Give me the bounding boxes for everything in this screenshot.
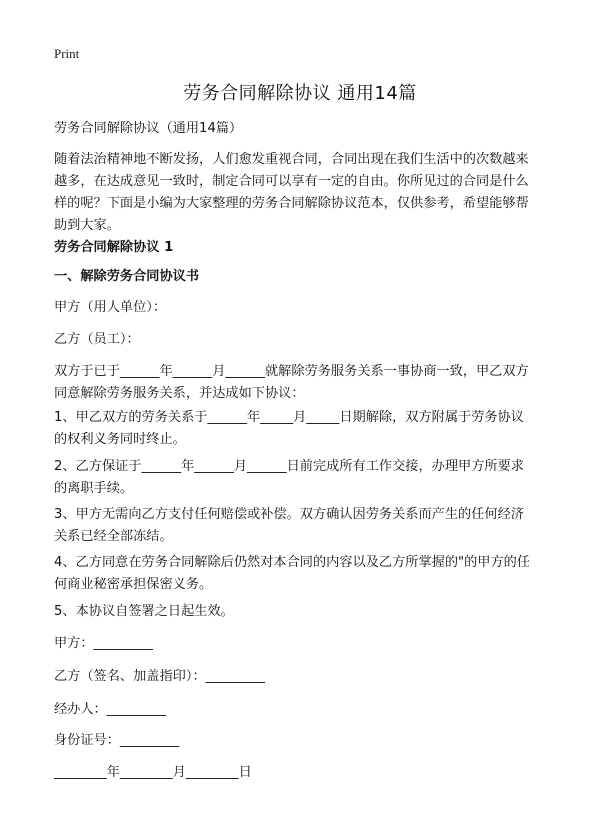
party-b-label: 乙方（员工）： <box>54 332 140 347</box>
date-line: ________年________月________日 <box>54 765 252 780</box>
intro-line-4: 助到大家。 <box>54 218 120 233</box>
clause-5: 5、本协议自签署之日起生效。 <box>54 604 234 619</box>
clause-3-line-2: 关系已经全部冻结。 <box>54 529 173 544</box>
print-label: Print <box>54 46 80 61</box>
clause-1-line-2: 的权利义务同时终止。 <box>54 432 186 447</box>
clause-4-line-1: 4、乙方同意在劳务合同解除后仍然对本合同的内容以及乙方所掌握的"的甲方的任 <box>54 555 531 570</box>
document-subtitle: 劳务合同解除协议（通用14篇） <box>54 121 243 136</box>
clause-2-line-1: 2、乙方保证于______年______月______日前完成所有工作交接，办理甲方所要求 <box>54 459 524 474</box>
clause-1-line-1: 1、甲乙双方的劳务关系于______年_____月_____日期解除，双方附属于劳务协议 <box>54 410 524 425</box>
clause-3-line-1: 3、甲方无需向乙方支付任何赔偿或补偿。双方确认因劳务关系而产生的任何经济 <box>54 507 524 522</box>
intro-line-3: 样的呢？下面是小编为大家整理的劳务合同解除协议范本，仅供参考，希望能够帮 <box>54 196 529 211</box>
clause-2-line-2: 的离职手续。 <box>54 481 134 496</box>
agreement-intro-line-1: 双方于已于______年______月______就解除劳务服务关系一事协商一致，甲乙双方 <box>54 364 529 379</box>
intro-line-2: 越多，在达成意见一致时，制定合同可以享有一定的自由。你所见过的合同是什么 <box>54 174 529 189</box>
agreement-intro-line-2: 同意解除劳务服务关系，并达成如下协议： <box>54 386 305 401</box>
party-a-label: 甲方（用人单位）： <box>54 300 167 315</box>
signature-party-a: 甲方：_________ <box>54 636 153 651</box>
section-heading: 劳务合同解除协议 1 <box>54 240 174 255</box>
id-number-field: 身份证号：_________ <box>54 733 180 748</box>
handler-field: 经办人：_________ <box>54 702 167 717</box>
document-title: 劳务合同解除协议 通用14篇 <box>183 83 417 104</box>
intro-line-1: 随着法治精神地不断发扬，人们愈发重视合同，合同出现在我们生活中的次数越来 <box>54 152 529 167</box>
clause-4-line-2: 何商业秘密承担保密义务。 <box>54 577 213 592</box>
sub-heading: 一、解除劳务合同协议书 <box>54 269 200 284</box>
signature-party-b: 乙方（签名、加盖指印）：_________ <box>54 669 265 684</box>
